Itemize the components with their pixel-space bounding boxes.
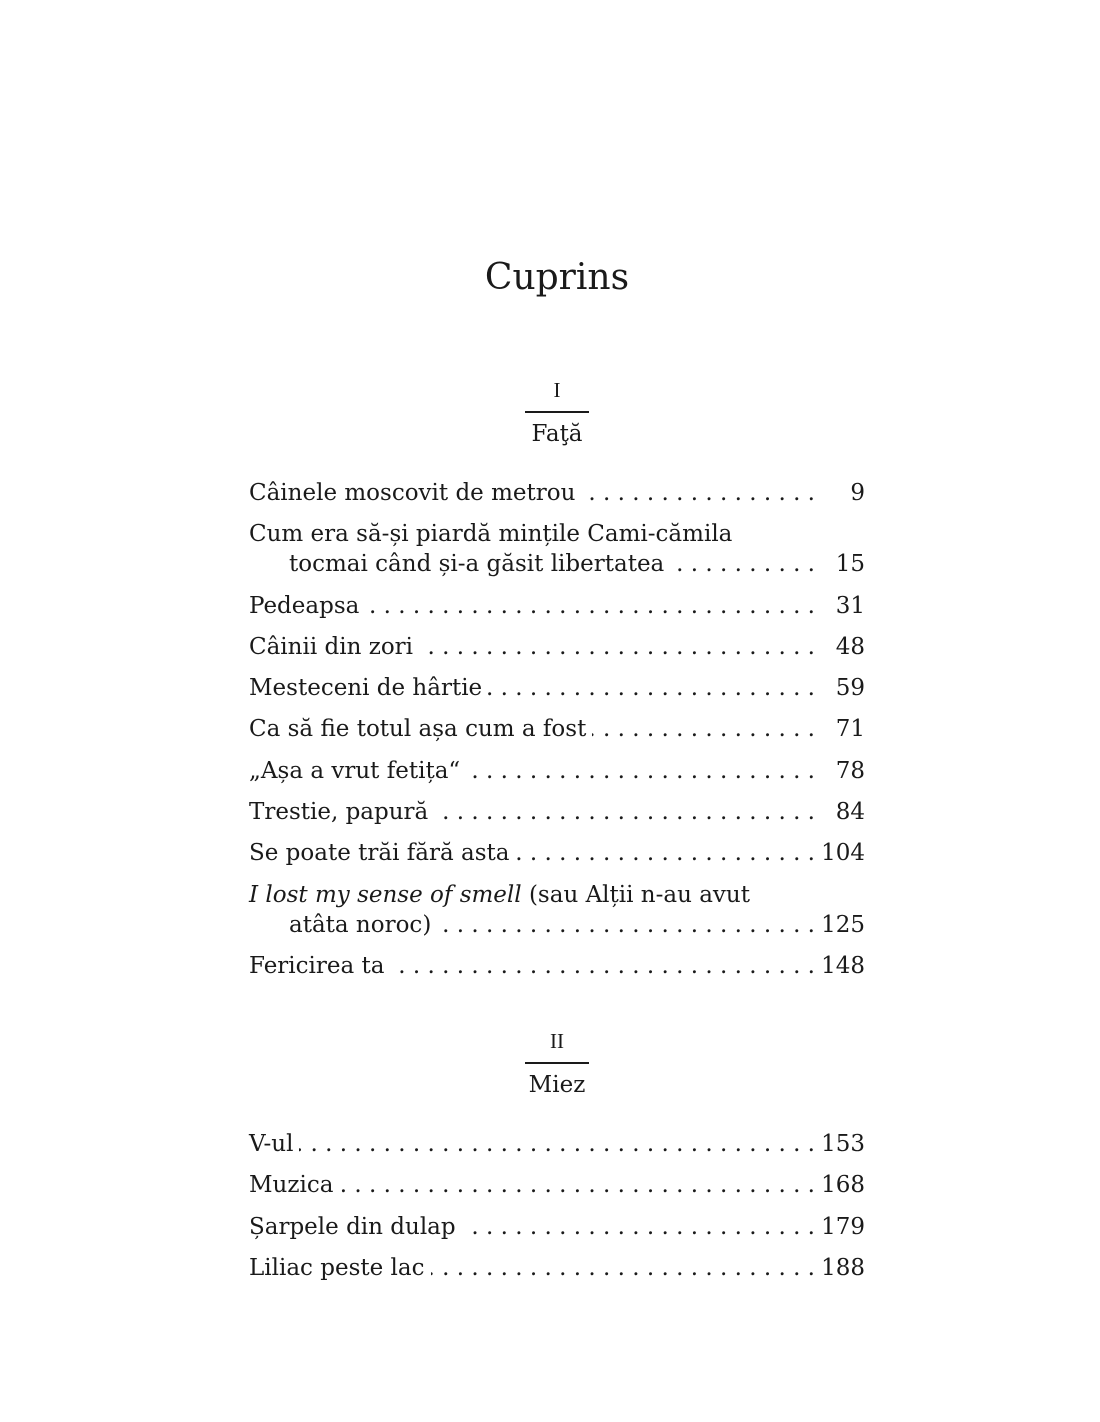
toc-page-number: 179 bbox=[821, 1213, 865, 1240]
section-title: Faţă bbox=[531, 421, 583, 447]
toc-entry-title: V-ul bbox=[249, 1131, 294, 1157]
toc-entry-title-italic: I lost my sense of smell bbox=[249, 881, 522, 908]
toc-page-number: 188 bbox=[821, 1254, 865, 1281]
toc-page-number: 125 bbox=[821, 911, 865, 938]
toc-entry[interactable] bbox=[249, 756, 865, 797]
toc-entry[interactable] bbox=[249, 632, 865, 673]
toc-section-1 bbox=[249, 478, 865, 992]
toc-entry[interactable] bbox=[249, 838, 865, 879]
dot-leader bbox=[466, 756, 815, 786]
section-title: Miez bbox=[528, 1072, 586, 1098]
dot-leader bbox=[419, 632, 815, 662]
dot-leader bbox=[434, 797, 815, 827]
toc-entry-title: Ca să fie totul așa cum a fost bbox=[249, 716, 587, 743]
dot-leader bbox=[299, 1129, 815, 1159]
toc-entry-title: Muzica bbox=[249, 1172, 334, 1199]
toc-entry[interactable] bbox=[249, 797, 865, 838]
toc-entry-title-rest: (sau Alții n-au avut bbox=[521, 881, 750, 908]
section-heading-2 bbox=[0, 1028, 1100, 1100]
section-heading-1 bbox=[0, 377, 1100, 449]
section-divider bbox=[525, 1062, 589, 1064]
toc-page-number: 71 bbox=[835, 716, 865, 743]
toc-entry-title: Pedeapsa bbox=[249, 592, 360, 619]
toc-entry-title: Mesteceni de hârtie bbox=[249, 675, 483, 702]
dot-leader bbox=[488, 673, 815, 703]
dot-leader bbox=[390, 951, 815, 981]
dot-leader bbox=[365, 591, 815, 621]
toc-page-number: 15 bbox=[835, 551, 865, 578]
toc-entry[interactable] bbox=[249, 673, 865, 714]
toc-entry-title: Fericirea ta bbox=[249, 952, 385, 979]
toc-page-number: 104 bbox=[821, 840, 865, 867]
toc-entry-title: Trestie, papură bbox=[249, 799, 429, 826]
toc-page-number: 78 bbox=[835, 757, 865, 784]
toc-entry-title: Șarpele din dulap bbox=[249, 1213, 456, 1240]
dot-leader bbox=[339, 1170, 815, 1200]
toc-page-number: 9 bbox=[850, 480, 865, 506]
toc-page-number: 31 bbox=[835, 592, 865, 619]
toc-entry-title bbox=[249, 880, 750, 910]
toc-entry[interactable] bbox=[249, 1129, 865, 1170]
toc-entry-title: Cum era să-și piardă mințile Cami-cămila bbox=[249, 521, 733, 548]
section-divider bbox=[525, 411, 589, 413]
page-title: Cuprins bbox=[484, 257, 630, 298]
toc-entry[interactable] bbox=[249, 519, 865, 590]
toc-entry[interactable] bbox=[249, 1212, 865, 1253]
toc-entry[interactable] bbox=[249, 1253, 865, 1294]
section-numeral: I bbox=[553, 378, 561, 402]
toc-entry-title-continued: atâta noroc) bbox=[289, 911, 432, 938]
toc-entry[interactable] bbox=[249, 880, 865, 951]
toc-entry[interactable] bbox=[249, 591, 865, 632]
toc-entry[interactable] bbox=[249, 478, 865, 519]
dot-leader bbox=[670, 549, 815, 579]
dot-leader bbox=[592, 714, 815, 744]
toc-entry-title: Liliac peste lac bbox=[249, 1254, 425, 1281]
dot-leader bbox=[515, 838, 815, 868]
toc-page-number: 84 bbox=[835, 799, 865, 826]
toc-entry-title: „Așa a vrut fetița“ bbox=[249, 757, 461, 784]
dot-leader bbox=[581, 478, 815, 508]
dot-leader bbox=[431, 1253, 816, 1283]
toc-entry-title: Câinii din zori bbox=[249, 633, 414, 660]
toc-section-2 bbox=[249, 1129, 865, 1294]
toc-page-number: 153 bbox=[821, 1131, 865, 1157]
toc-entry-title: Câinele moscovit de metrou bbox=[249, 480, 576, 506]
toc-entry-title: Se poate trăi fără asta bbox=[249, 840, 510, 867]
toc-entry[interactable] bbox=[249, 1170, 865, 1211]
toc-page-number: 48 bbox=[835, 633, 865, 660]
toc-entry-title-continued: tocmai când și-a găsit libertatea bbox=[289, 551, 665, 578]
toc-page-number: 168 bbox=[821, 1172, 865, 1199]
dot-leader bbox=[462, 1212, 815, 1242]
dot-leader bbox=[437, 910, 815, 940]
toc-entry[interactable] bbox=[249, 714, 865, 755]
toc-page-number: 148 bbox=[821, 952, 865, 979]
section-numeral: II bbox=[550, 1029, 564, 1053]
toc-page-number: 59 bbox=[835, 675, 865, 702]
toc-entry[interactable] bbox=[249, 951, 865, 992]
